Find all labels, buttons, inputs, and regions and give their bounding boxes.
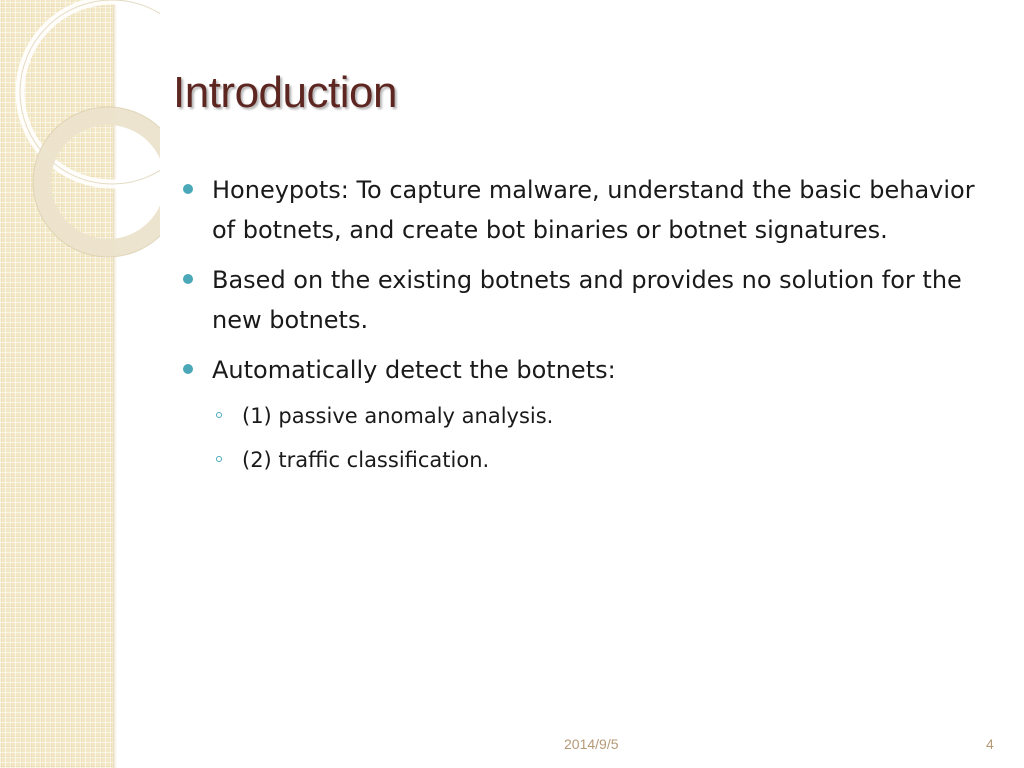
sub-bullet-ring-icon (216, 412, 222, 418)
sub-bullet-text: (2) traffic classification. (242, 448, 490, 472)
sub-bullet-ring-icon (216, 456, 222, 462)
slide-title: Introduction (173, 68, 397, 117)
bullet-item (183, 170, 982, 250)
bullet-item (183, 260, 982, 340)
sub-bullet-text: (1) passive anomaly analysis. (242, 404, 554, 428)
bullet-dot-icon (183, 274, 193, 284)
bullet-dot-icon (183, 184, 193, 194)
bullet-dot-icon (183, 364, 193, 374)
bullet-text: Based on the existing botnets and provides no solution for the new botnets. (212, 266, 962, 334)
slide-content (183, 170, 983, 488)
bullet-item (183, 350, 982, 390)
footer-date: 2014/9/5 (564, 736, 619, 752)
footer-page-number: 4 (986, 736, 994, 752)
sub-bullet-item (183, 444, 983, 476)
bullet-text: Honeypots: To capture malware, understand the basic behavior of botnets, and create bot binaries or botnet signatures. (212, 176, 975, 244)
sub-bullet-item (183, 400, 983, 432)
bullet-text: Automatically detect the botnets: (212, 356, 616, 384)
decorative-rings (0, 0, 160, 280)
